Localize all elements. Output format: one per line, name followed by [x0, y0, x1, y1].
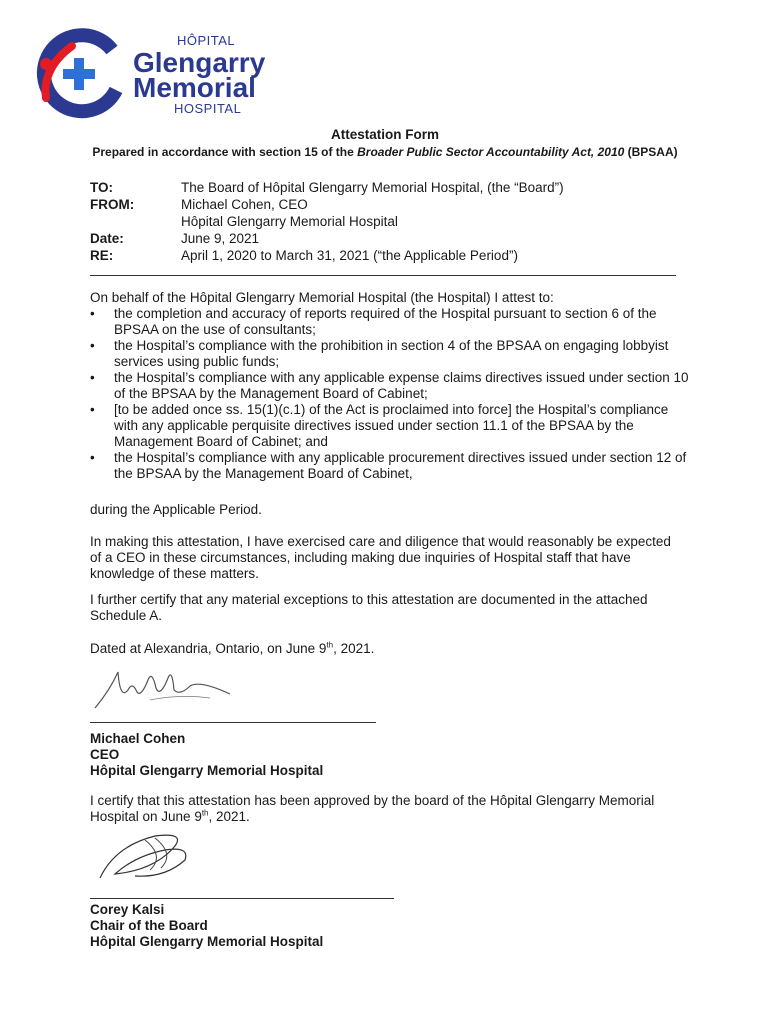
chair-title: Chair of the Board — [90, 918, 208, 933]
list-item: • the Hospital’s compliance with the prohibition in section 4 of the BPSAA on engaging lobbyist services using public funds; — [90, 338, 690, 370]
from-value-2: Hôpital Glengarry Memorial Hospital — [181, 214, 398, 229]
logo-hopital-text: HÔPITAL — [177, 33, 236, 48]
list-item: • [to be added once ss. 15(1)(c.1) of the Act is proclaimed into force] the Hospital’s compliance with any applicable perquisite directives issued under section 11.1 of the BPSAA by the Management Board of Cabinet; and — [90, 402, 690, 450]
board-certify-sup: th — [201, 808, 209, 818]
list-item: • the Hospital’s compliance with any applicable procurement directives issued under section 12 of the BPSAA by the Management Board of Cabinet, — [90, 450, 690, 482]
re-value: April 1, 2020 to March 31, 2021 (“the Applicable Period”) — [181, 248, 518, 263]
re-label: RE: — [90, 248, 114, 263]
ceo-signature — [90, 660, 240, 715]
ceo-org: Hôpital Glengarry Memorial Hospital — [90, 763, 324, 778]
dated-text — [90, 641, 690, 657]
logo-name — [133, 47, 266, 103]
logo-name-line1: Glengarry — [133, 47, 266, 78]
ceo-signature-line — [90, 722, 376, 723]
list-item: • the completion and accuracy of reports required of the Hospital pursuant to section 6 of the BPSAA on the use of consultants; — [90, 306, 690, 338]
during-text: during the Applicable Period. — [90, 502, 262, 517]
board-certify-prefix: I certify that this attestation has been approved by the board of the Hôpital Glengarry Memorial Hospital on June 9 — [90, 793, 655, 824]
list-item: • the Hospital’s compliance with any applicable expense claims directives issued under section 10 of the BPSAA by the Management Board of Cabinet; — [90, 370, 690, 402]
from-value-1: Michael Cohen, CEO — [181, 197, 308, 212]
ceo-title: CEO — [90, 747, 120, 762]
form-subtitle — [0, 145, 770, 159]
subtitle-prefix: Prepared in accordance with section 15 of the — [92, 145, 358, 159]
ceo-name: Michael Cohen — [90, 731, 186, 746]
header-divider — [90, 275, 676, 276]
chair-name: Corey Kalsi — [90, 902, 165, 917]
board-certify-suffix: , 2021. — [208, 809, 250, 824]
chair-signature-line — [90, 898, 394, 899]
diligence-text: In making this attestation, I have exercised care and diligence that would reasonably be expected of a CEO in these circumstances, including making due inquiries of Hospital staff that have knowledge of these matters. — [90, 534, 671, 581]
to-value: The Board of Hôpital Glengarry Memorial Hospital, (the “Board”) — [181, 180, 564, 195]
form-title: Attestation Form — [331, 127, 439, 142]
intro-text: On behalf of the Hôpital Glengarry Memorial Hospital (the Hospital) I attest to: — [90, 290, 554, 305]
subtitle-act: Broader Public Sector Accountability Act, 2010 — [357, 145, 625, 159]
date-label: Date: — [90, 231, 124, 246]
exceptions-text: I further certify that any material exceptions to this attestation are documented in the attached Schedule A. — [90, 592, 648, 623]
board-approval-text — [90, 793, 680, 825]
logo-hospital-text: HOSPITAL — [174, 101, 242, 116]
attestation-list — [90, 306, 690, 482]
date-value: June 9, 2021 — [181, 231, 260, 246]
dated-suffix: , 2021. — [333, 641, 375, 656]
chair-signature — [95, 826, 205, 888]
to-label: TO: — [90, 180, 113, 195]
logo-name-line2: Memorial — [133, 72, 256, 103]
subtitle-suffix: (BPSAA) — [624, 145, 678, 159]
dated-prefix: Dated at Alexandria, Ontario, on June 9 — [90, 641, 327, 656]
from-label: FROM: — [90, 197, 135, 212]
chair-org: Hôpital Glengarry Memorial Hospital — [90, 934, 324, 949]
dated-sup: th — [326, 640, 334, 650]
